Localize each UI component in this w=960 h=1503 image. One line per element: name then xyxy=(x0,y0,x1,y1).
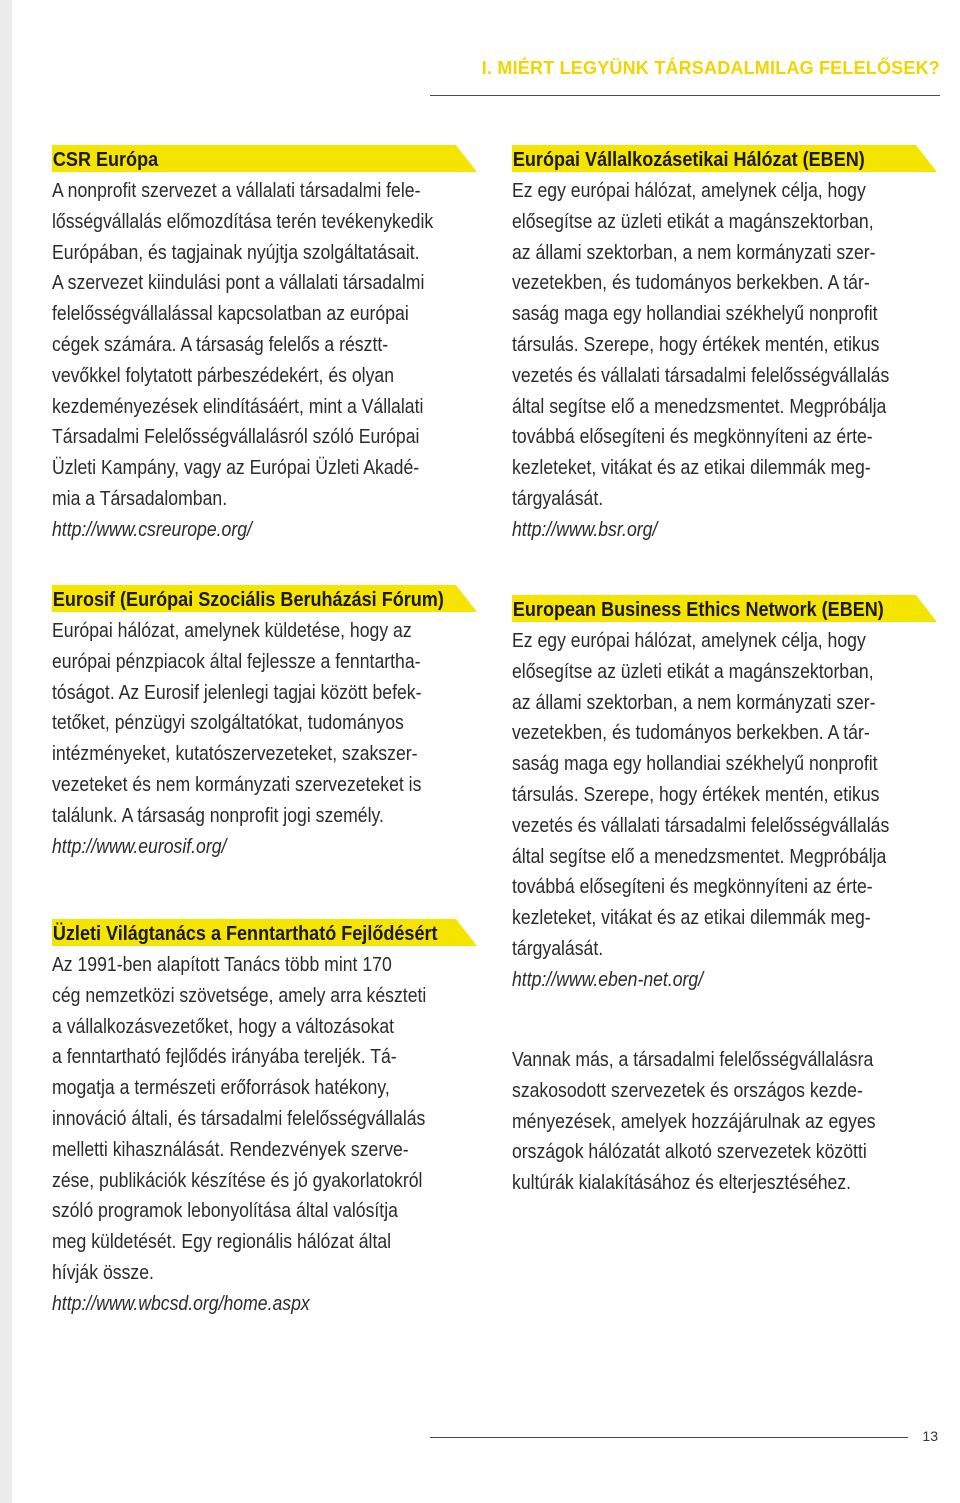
text-line: Ez egy európai hálózat, amelynek célja, hogy xyxy=(512,629,866,652)
wbcsd-body xyxy=(52,950,427,1320)
text-line: kezdeményezések elindításáért, mint a Vállalati xyxy=(52,394,424,418)
text-line: A szervezet kiindulási pont a vállalati társadalmi xyxy=(52,271,425,295)
header-rule xyxy=(430,95,940,96)
text-line: zése, publikációk készítése és jó gyakorlatokról xyxy=(52,1168,423,1192)
footer-rule xyxy=(430,1437,908,1438)
text-line: vezetekben, és tudományos berkekben. A tár- xyxy=(512,721,870,745)
text-line: vezetés és vállalati társadalmi felelősségvállalás xyxy=(512,813,890,837)
title-text: Eurosif (Európai Szociális Beruházási Fórum) xyxy=(52,588,444,611)
text-line: hívják össze. xyxy=(52,1260,154,1284)
title-text: CSR Európa xyxy=(52,148,159,171)
left-column xyxy=(52,145,477,1320)
text-line: társulás. Szerepe, hogy értékek mentén, etikus xyxy=(512,782,880,806)
eben-hu-body xyxy=(512,176,890,546)
text-line: ményezések, amelyek hozzájárulnak az egyes xyxy=(512,1109,876,1133)
section-eben-en xyxy=(512,595,937,1045)
section-title-csr xyxy=(52,145,426,174)
text-line: elősegítse az üzleti etikát a magánszektorban, xyxy=(512,659,874,683)
title-text: Európai Vállalkozásetikai Hálózat (EBEN) xyxy=(512,148,865,171)
text-line: az állami szektorban, a nem kormányzati szer- xyxy=(512,690,876,714)
section-title-eben-en xyxy=(512,595,886,624)
text-line: mia a Társadalomban. xyxy=(52,486,228,510)
text-line: vezetekben, és tudományos berkekben. A tár- xyxy=(512,271,870,295)
title-text: European Business Ethics Network (EBEN) xyxy=(512,598,884,621)
text-line: tárgyalását. xyxy=(512,936,604,960)
text-line: Vannak más, a társadalmi felelősségvállalásra xyxy=(512,1048,874,1071)
text-line: által segítse elő a menedzsmentet. Megpróbálja xyxy=(512,844,887,868)
section-title-eben-hu xyxy=(512,145,886,174)
text-line: országok hálózatát alkotó szervezetek közötti xyxy=(512,1140,867,1164)
text-line: elősegítse az üzleti etikát a magánszektorban, xyxy=(512,209,874,233)
text-line: az állami szektorban, a nem kormányzati szer- xyxy=(512,240,876,264)
section-eurosif xyxy=(52,585,477,919)
csr-link[interactable]: http://www.csreurope.org/ xyxy=(52,517,252,541)
text-line: saság maga egy hollandiai székhelyű nonprofit xyxy=(512,752,878,776)
bsr-link[interactable]: http://www.bsr.org/ xyxy=(512,517,658,541)
text-line: a fenntartható fejlődés irányába tereljék. Tá- xyxy=(52,1045,397,1069)
eben-net-link[interactable]: http://www.eben-net.org/ xyxy=(512,967,704,991)
text-line: Üzleti Kampány, vagy az Európai Üzleti Akadé- xyxy=(52,456,420,480)
text-line: Társadalmi Felelősségvállalásról szóló Európai xyxy=(52,425,420,449)
eben-en-body xyxy=(512,626,890,996)
section-title-wbcsd xyxy=(52,919,438,948)
text-line: A nonprofit szervezet a vállalati társadalmi fele- xyxy=(52,179,421,202)
wbcsd-link[interactable]: http://www.wbcsd.org/home.aspx xyxy=(52,1291,310,1315)
chapter-header: I. MIÉRT LEGYÜNK TÁRSADALMILAG FELELŐSEK? xyxy=(481,58,940,78)
text-line: továbbá elősegíteni és megkönnyíteni az érte- xyxy=(512,875,873,899)
text-line: melletti kihasználását. Rendezvények szerve- xyxy=(52,1137,409,1161)
text-line: tárgyalását. xyxy=(512,486,604,510)
text-line: mogatja a természeti erőforrások hatékony, xyxy=(52,1076,390,1100)
section-eben-hu xyxy=(512,145,937,595)
section-wbcsd xyxy=(52,919,477,1320)
text-line: vevőkkel folytatott párbeszédekért, és olyan xyxy=(52,363,395,387)
section-title-eurosif xyxy=(52,585,444,614)
title-text: Üzleti Világtanács a Fenntartható Fejlődésért xyxy=(52,922,438,945)
text-line: saság maga egy hollandiai székhelyű nonprofit xyxy=(512,302,878,326)
csr-body xyxy=(52,176,434,546)
right-column xyxy=(512,145,937,1199)
text-line: Európai hálózat, amelynek küldetése, hogy az xyxy=(52,619,412,642)
text-line: innováció általi, és társadalmi felelősségvállalás xyxy=(52,1106,426,1130)
text-line: szóló programok lebonyolítása által valósítja xyxy=(52,1199,398,1223)
text-line: vezetés és vállalati társadalmi felelősségvállalás xyxy=(512,363,890,387)
text-line: Ez egy európai hálózat, amelynek célja, hogy xyxy=(512,179,866,202)
text-line: európai pénzpiacok által fejlessze a fenntartha- xyxy=(52,649,421,673)
text-line: kultúrák kialakításához és elterjesztéséhez. xyxy=(512,1171,852,1195)
text-line: felelősségvállalással kapcsolatban az európai xyxy=(52,302,409,326)
text-line: Az 1991-ben alapított Tanács több mint 170 xyxy=(52,953,392,976)
text-line: által segítse elő a menedzsmentet. Megpróbálja xyxy=(512,394,887,418)
section-csr-europa xyxy=(52,145,477,585)
text-line: vezeteket és nem kormányzati szervezeteket is xyxy=(52,772,422,796)
text-line: meg küldetését. Egy regionális hálózat által xyxy=(52,1230,392,1254)
text-line: lősségvállalás előmozdítása terén tevékenykedik xyxy=(52,209,434,233)
closing-body xyxy=(512,1045,878,1199)
text-line: cég nemzetközi szövetsége, amely arra készteti xyxy=(52,983,427,1007)
text-line: találunk. A társaság nonprofit jogi személy. xyxy=(52,803,384,827)
text-line: intézményeket, kutatószervezeteket, szakszer- xyxy=(52,742,418,766)
page-edge-strip xyxy=(0,0,12,1503)
text-line: tóságot. Az Eurosif jelenlegi tagjai között befek- xyxy=(52,680,422,704)
text-line: kezleteket, vitákat és az etikai dilemmák meg- xyxy=(512,906,871,930)
text-line: a vállalkozásvezetőket, hogy a változásokat xyxy=(52,1014,395,1038)
eurosif-link[interactable]: http://www.eurosif.org/ xyxy=(52,834,227,858)
text-line: cégek számára. A társaság felelős a résztt- xyxy=(52,332,389,356)
text-line: szakosodott szervezetek és országos kezde- xyxy=(512,1078,863,1102)
text-line: kezleteket, vitákat és az etikai dilemmák meg- xyxy=(512,456,871,480)
section-closing xyxy=(512,1045,937,1199)
text-line: tetőket, pénzügyi szolgáltatókat, tudományos xyxy=(52,711,404,735)
eurosif-body xyxy=(52,616,422,862)
text-line: továbbá elősegíteni és megkönnyíteni az érte- xyxy=(512,425,873,449)
text-line: Európában, és tagjainak nyújtja szolgáltatásait. xyxy=(52,240,420,264)
text-line: társulás. Szerepe, hogy értékek mentén, etikus xyxy=(512,332,880,356)
page-number: 13 xyxy=(922,1428,938,1444)
